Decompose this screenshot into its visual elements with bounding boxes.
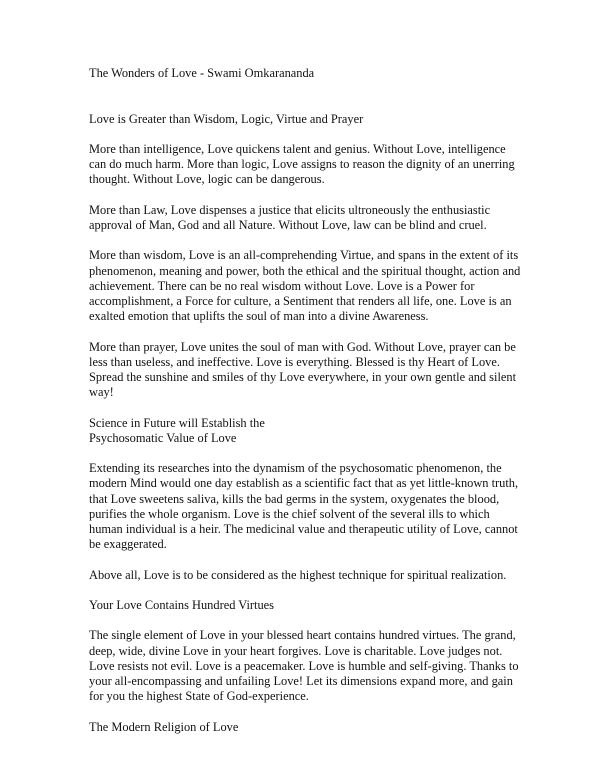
paragraph-hundred-virtues: The single element of Love in your blessed heart contains hundred virtues. The grand, deep, wide, divine Love in your heart forgives. Love is charitable. Love judges not. Love resists not evil. Love is a peacemaker. Love is humble and self-giving. Thanks to your all-encompassing and unfailing Love! Let its dimensions expand more, and gain for you the highest State of God-experience. <box>89 628 519 704</box>
section-heading-science-line1: Science in Future will Establish the <box>89 415 265 430</box>
paragraph-law: More than Law, Love dispenses a justice that elicits ultroneously the enthusiastic approval of Man, God and all Nature. Without Love, law can be blind and cruel. <box>89 202 491 232</box>
paragraph-prayer: More than prayer, Love unites the soul of man with God. Without Love, prayer can be less than useless, and ineffective. Love is everything. Blessed is thy Heart of Love. Spread the sunshine and smiles of thy Love everywhere, in your own gentle and silent way! <box>89 339 517 400</box>
paragraph-spiritual-technique: Above all, Love is to be considered as the highest technique for spiritual realization. <box>89 567 507 582</box>
section-heading-hundred-virtues: Your Love Contains Hundred Virtues <box>89 597 274 612</box>
document-title: The Wonders of Love - Swami Omkarananda <box>89 66 315 80</box>
document-body <box>89 66 521 735</box>
paragraph-intelligence: More than intelligence, Love quickens talent and genius. Without Love, intelligence can do much harm. More than logic, Love assigns to reason the dignity of an unerring thought. Without Love, logic can be dangerous. <box>89 141 515 187</box>
section-heading-science-future <box>89 416 521 446</box>
section-heading-modern-religion: The Modern Religion of Love <box>89 719 239 734</box>
section-heading-science-line2: Psychosomatic Value of Love <box>89 430 237 445</box>
section-heading-greater-than-wisdom: Love is Greater than Wisdom, Logic, Virtue and Prayer <box>89 111 364 126</box>
paragraph-wisdom: More than wisdom, Love is an all-comprehending Virtue, and spans in the extent of its phenomenon, meaning and power, both the ethical and the spiritual thought, action and achievement. There can be no real wisdom without Love. Love is a Power for accomplishment, a Force for culture, a Sentiment that renders all life, one. Love is an exalted emotion that uplifts the soul of man into a divine Awareness. <box>89 248 521 324</box>
paragraph-psychosomatic: Extending its researches into the dynamism of the psychosomatic phenomenon, the modern Mind would one day establish as a scientific fact that as yet little-known truth, that Love sweetens saliva, kills the bad germs in the system, oxygenates the blood, purifies the whole organism. Love is the chief solvent of the several ills to which human individual is a heir. The medicinal value and therapeutic utility of Love, cannot be exaggerated. <box>89 461 519 552</box>
